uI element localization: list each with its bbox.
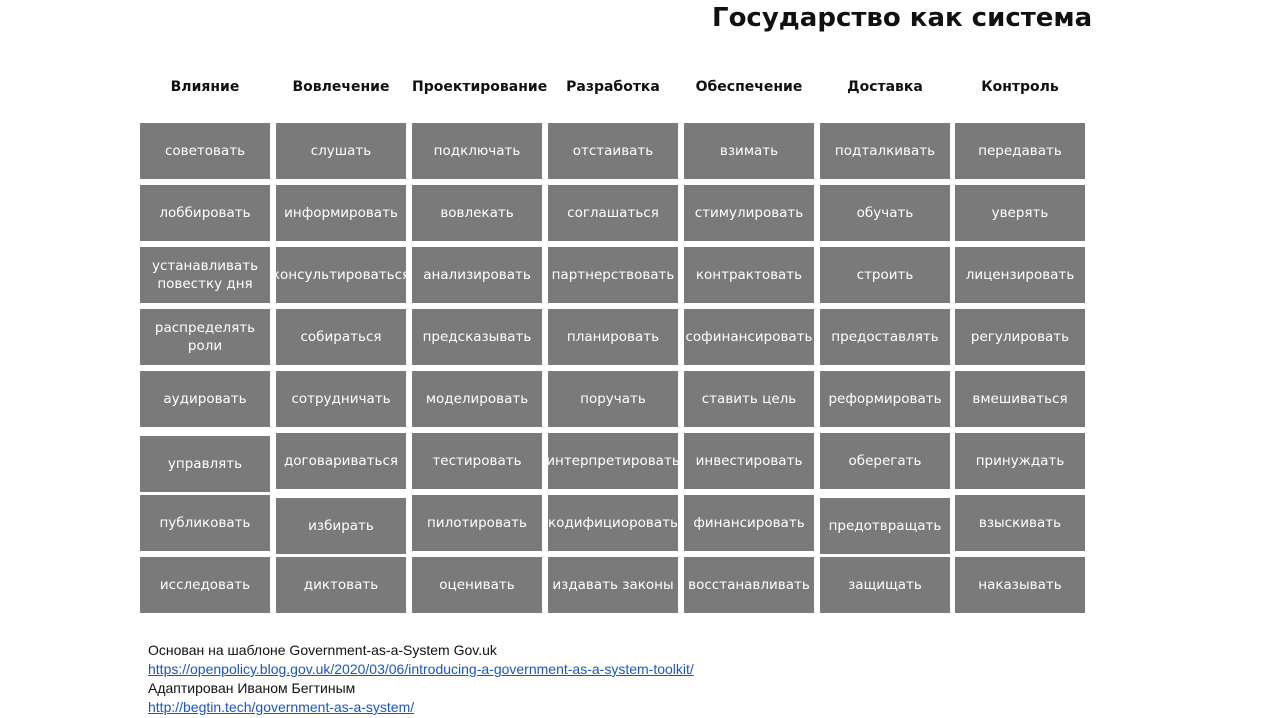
action-cell: интерпретировать <box>548 433 678 489</box>
action-cell: предотвращать <box>820 498 950 554</box>
action-cell: подключать <box>412 123 542 179</box>
column-header: Доставка <box>847 79 923 95</box>
footer-source-link[interactable]: https://openpolicy.blog.gov.uk/2020/03/06/introducing-a-government-as-a-system-toolkit/ <box>148 661 694 677</box>
column-header: Вовлечение <box>292 79 390 95</box>
action-cell: аудировать <box>140 371 270 427</box>
action-cell: обучать <box>820 185 950 241</box>
action-cell: партнерствовать <box>548 247 678 303</box>
action-cell: уверять <box>955 185 1085 241</box>
action-cell: подталкивать <box>820 123 950 179</box>
action-cell: предоставлять <box>820 309 950 365</box>
action-cell: слушать <box>276 123 406 179</box>
footer <box>148 641 694 717</box>
action-cell: восстанавливать <box>684 557 814 613</box>
action-cell: поручать <box>548 371 678 427</box>
action-cell: распределять роли <box>140 309 270 365</box>
column-header: Влияние <box>170 79 240 95</box>
action-cell: строить <box>820 247 950 303</box>
action-cell: договариваться <box>276 433 406 489</box>
action-cell: софинансировать <box>684 309 814 365</box>
page-title: Государство как система <box>712 3 1093 33</box>
action-cell: регулировать <box>955 309 1085 365</box>
action-cell: кодифициоровать <box>548 495 678 551</box>
action-cell: предсказывать <box>412 309 542 365</box>
column-header: Контроль <box>981 79 1059 95</box>
action-cell: анализировать <box>412 247 542 303</box>
action-cell: финансировать <box>684 495 814 551</box>
action-cell: вовлекать <box>412 185 542 241</box>
action-cell: принуждать <box>955 433 1085 489</box>
action-cell: оберегать <box>820 433 950 489</box>
action-cell: соглашаться <box>548 185 678 241</box>
action-cell: собираться <box>276 309 406 365</box>
action-cell: ставить цель <box>684 371 814 427</box>
column-header: Обеспечение <box>695 79 803 95</box>
action-cell: стимулировать <box>684 185 814 241</box>
footer-adapted-text: Адаптирован Иваном Бегтиным <box>148 680 356 696</box>
action-cell: публиковать <box>140 495 270 551</box>
action-cell: взыскивать <box>955 495 1085 551</box>
action-cell: лицензировать <box>955 247 1085 303</box>
action-cell: контрактовать <box>684 247 814 303</box>
action-cell: избирать <box>276 498 406 554</box>
footer-source-text: Основан на шаблоне Government-as-a-System Gov.uk <box>148 642 497 658</box>
action-cell: передавать <box>955 123 1085 179</box>
action-cell: пилотировать <box>412 495 542 551</box>
action-cell: информировать <box>276 185 406 241</box>
action-cell: моделировать <box>412 371 542 427</box>
footer-adapted-link[interactable]: http://begtin.tech/government-as-a-system/ <box>148 699 415 715</box>
column-headers <box>140 79 1090 99</box>
action-cell: защищать <box>820 557 950 613</box>
action-cell: лоббировать <box>140 185 270 241</box>
action-cell: советовать <box>140 123 270 179</box>
action-cell: взимать <box>684 123 814 179</box>
action-cell: тестировать <box>412 433 542 489</box>
action-cell: инвестировать <box>684 433 814 489</box>
action-cell: диктовать <box>276 557 406 613</box>
action-cell: наказывать <box>955 557 1085 613</box>
action-cell: отстаивать <box>548 123 678 179</box>
action-cell: сотрудничать <box>276 371 406 427</box>
action-cell: планировать <box>548 309 678 365</box>
column-header: Разработка <box>566 79 660 95</box>
action-cell: вмешиваться <box>955 371 1085 427</box>
action-cell: издавать законы <box>548 557 678 613</box>
action-cell: консультироваться <box>276 247 406 303</box>
action-cell: управлять <box>140 436 270 492</box>
action-cell: устанавливать повестку дня <box>140 247 270 303</box>
action-cell: оценивать <box>412 557 542 613</box>
column-header: Проектирование <box>412 79 548 95</box>
action-cell: реформировать <box>820 371 950 427</box>
action-cell: исследовать <box>140 557 270 613</box>
